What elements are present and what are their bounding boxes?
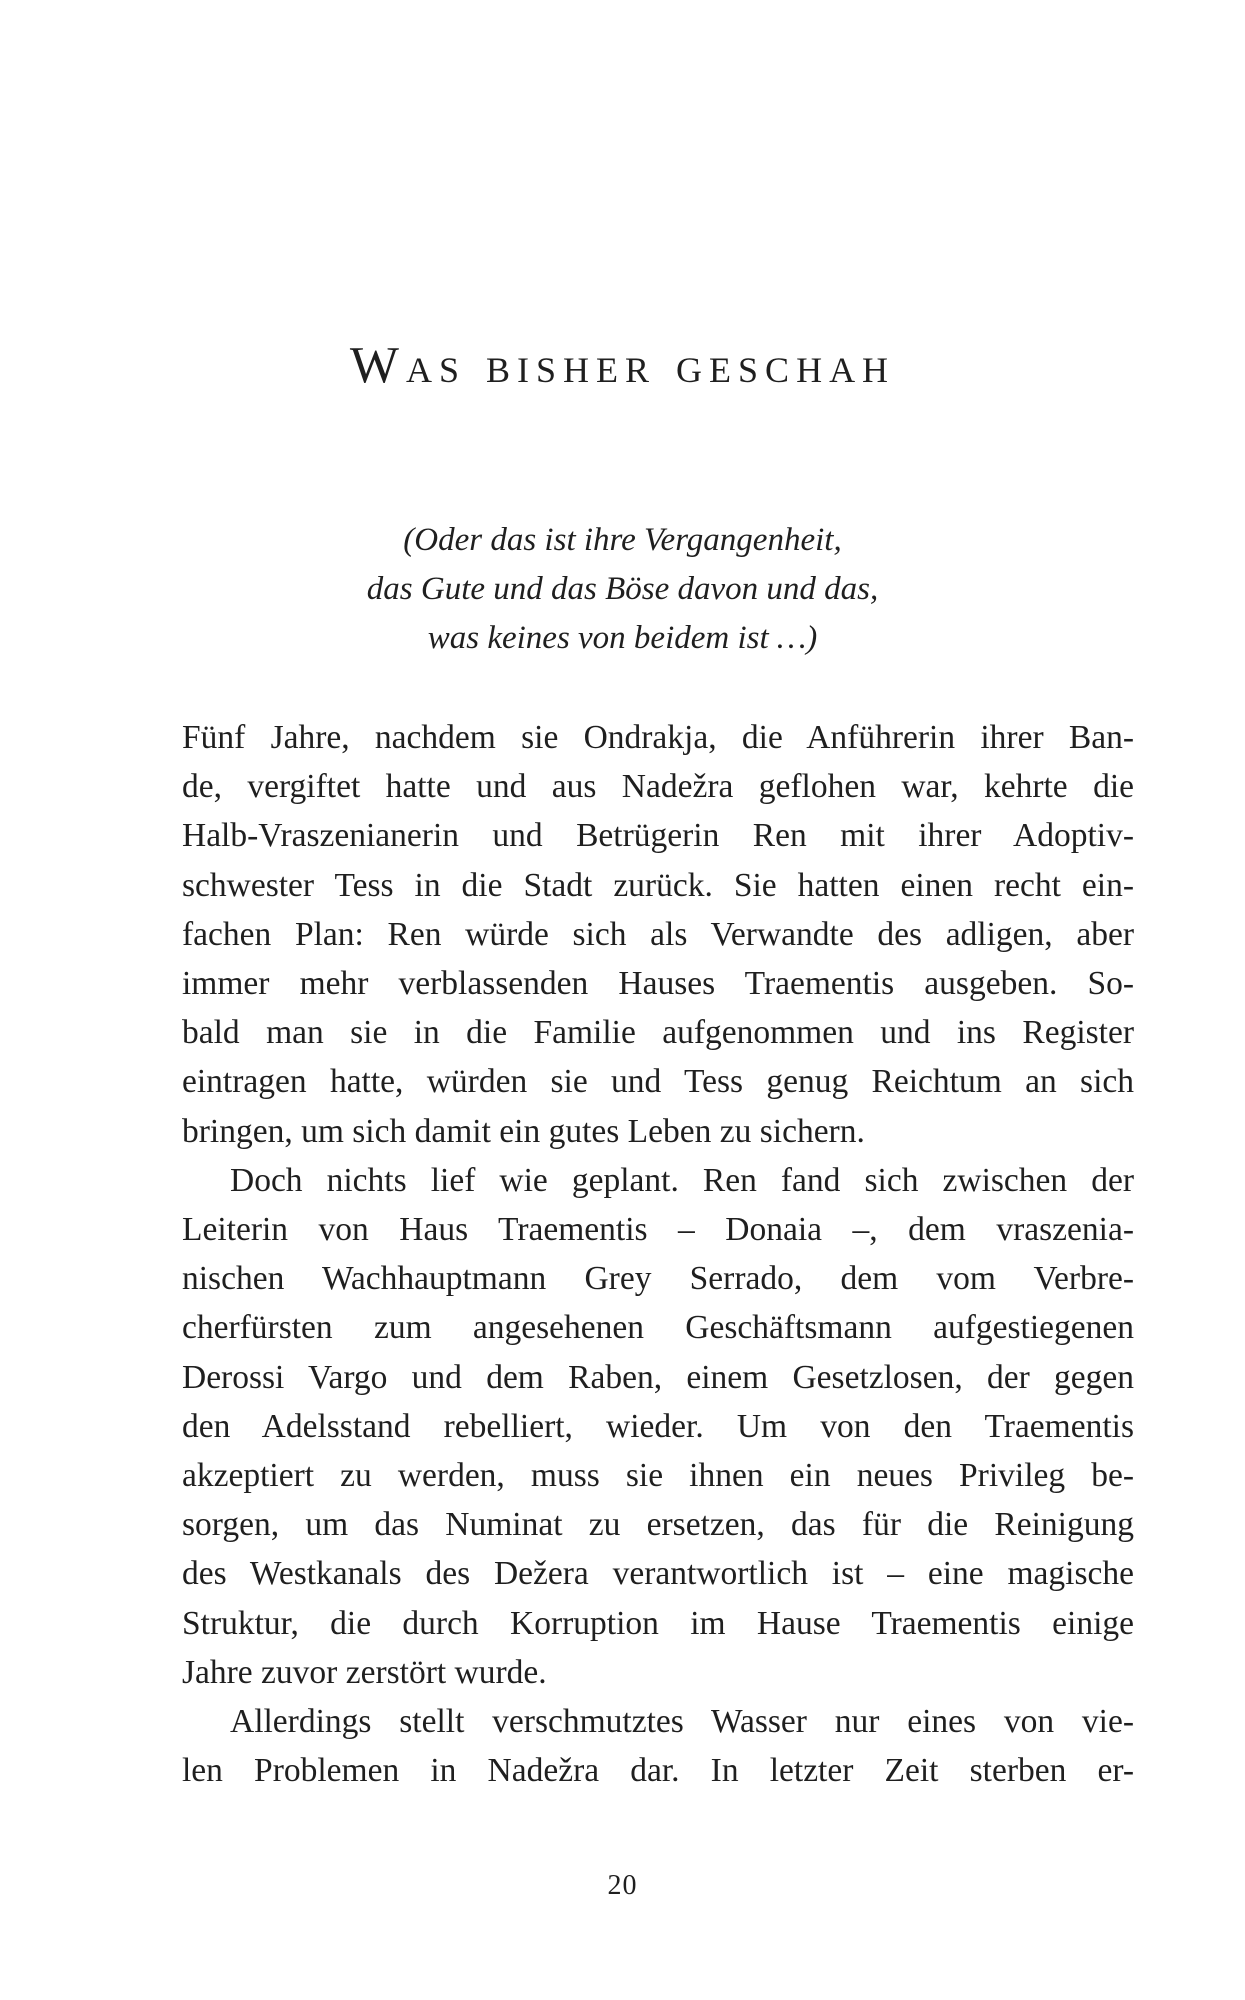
text-line: Struktur, die durch Korruption im Hause Traementis einige xyxy=(182,1604,1134,1642)
subtitle-line: (Oder das ist ihre Vergangenheit, xyxy=(403,522,842,558)
body-text xyxy=(182,713,1134,1795)
chapter-subtitle xyxy=(0,516,1245,663)
text-line: Fünf Jahre, nachdem sie Ondrakja, die Anführerin ihrer Ban- xyxy=(182,719,1134,756)
text-line: nischen Wachhauptmann Grey Serrado, dem vom Verbre- xyxy=(182,1260,1134,1298)
text-line: den Adelsstand rebelliert, wieder. Um von den Traementis xyxy=(182,1407,1134,1445)
page-number: 20 xyxy=(607,1870,638,1901)
text-line: Doch nichts lief wie geplant. Ren fand sich zwischen der xyxy=(230,1161,1134,1199)
text-line: akzeptiert zu werden, muss sie ihnen ein neues Privileg be- xyxy=(182,1457,1134,1495)
text-line: bringen, um sich damit ein gutes Leben zu sichern. xyxy=(182,1112,865,1150)
text-line: Jahre zuvor zerstört wurde. xyxy=(182,1653,547,1691)
text-line: Halb-Vraszenianerin und Betrügerin Ren mit ihrer Adoptiv- xyxy=(182,817,1134,855)
text-line: schwester Tess in die Stadt zurück. Sie hatten einen recht ein- xyxy=(182,866,1134,904)
subtitle-line: das Gute und das Böse davon und das, xyxy=(366,571,879,607)
text-line: sorgen, um das Numinat zu ersetzen, das für die Reinigung xyxy=(182,1506,1134,1544)
text-line: de, vergiftet hatte und aus Nadežra geflohen war, kehrte die xyxy=(182,768,1134,806)
text-line: fachen Plan: Ren würde sich als Verwandte des adligen, aber xyxy=(182,915,1134,953)
text-line: des Westkanals des Dežera verantwortlich ist – eine magische xyxy=(182,1555,1134,1593)
text-line: eintragen hatte, würden sie und Tess genug Reichtum an sich xyxy=(182,1063,1134,1101)
text-line: immer mehr verblassenden Hauses Traementis ausgeben. So- xyxy=(182,965,1134,1003)
text-line: len Problemen in Nadežra dar. In letzter Zeit sterben er- xyxy=(182,1752,1134,1790)
chapter-title: Was bisher geschah xyxy=(349,337,896,394)
text-line: Derossi Vargo und dem Raben, einem Gesetzlosen, der gegen xyxy=(182,1358,1134,1396)
subtitle-line: was keines von beidem ist …) xyxy=(427,620,818,656)
text-line: bald man sie in die Familie aufgenommen und ins Register xyxy=(182,1014,1134,1052)
text-line: Leiterin von Haus Traementis – Donaia –, dem vraszenia- xyxy=(182,1211,1134,1249)
text-line: Allerdings stellt verschmutztes Wasser nur eines von vie- xyxy=(230,1703,1134,1741)
text-line: cherfürsten zum angesehenen Geschäftsmann aufgestiegenen xyxy=(182,1309,1134,1347)
